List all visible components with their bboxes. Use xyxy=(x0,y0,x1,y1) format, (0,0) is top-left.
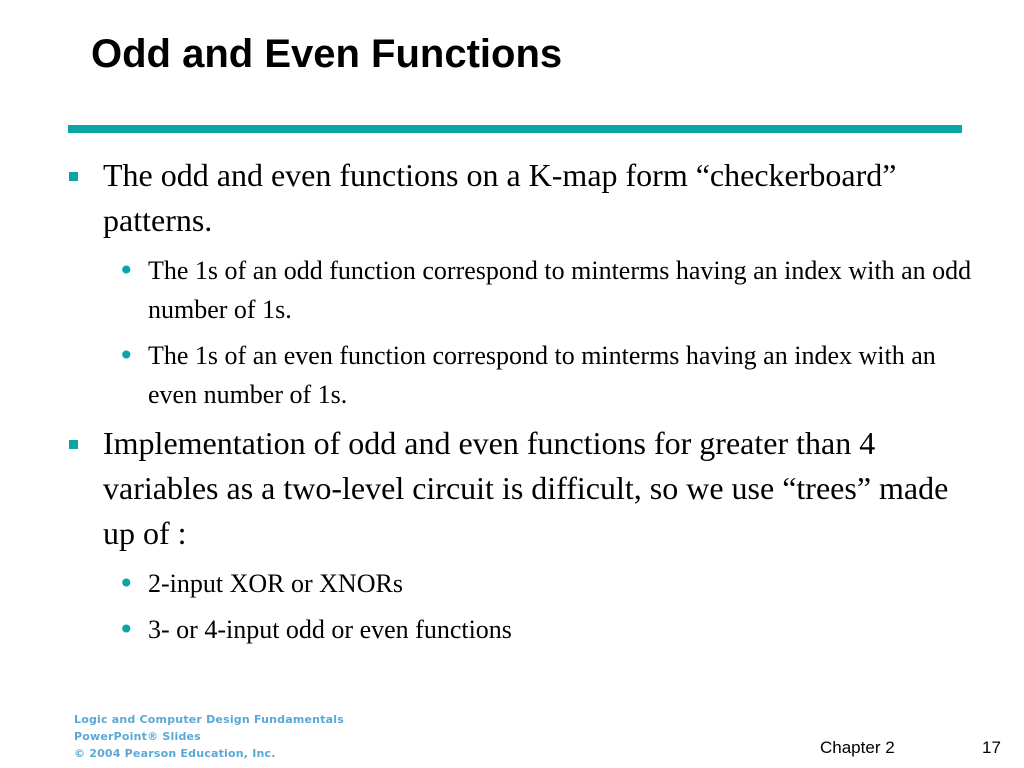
sub-bullet-text: 3- or 4-input odd or even functions xyxy=(148,615,512,644)
bullet-level2 xyxy=(118,610,988,649)
round-bullet-icon: • xyxy=(118,567,135,600)
logo-line: © 2004 Pearson Education, Inc. xyxy=(74,747,276,760)
bullet-level1 xyxy=(68,153,988,243)
publisher-logo xyxy=(74,711,344,762)
bullet-level2 xyxy=(118,251,988,329)
footer-chapter: Chapter 2 xyxy=(820,738,895,757)
sub-bullet-text: The 1s of an even function correspond to minterms having an index with an even number of 1s. xyxy=(148,341,936,409)
bullet-text: The odd and even functions on a K-map form “checkerboard” patterns. xyxy=(103,157,897,238)
round-bullet-icon: • xyxy=(118,254,135,287)
bullet-text: Implementation of odd and even functions for greater than 4 variables as a two-level circuit is difficult, so we use “trees” made up of : xyxy=(103,425,949,551)
title-underline xyxy=(68,125,962,133)
round-bullet-icon: • xyxy=(118,339,135,372)
slide-content xyxy=(68,153,988,656)
square-bullet-icon xyxy=(69,172,78,181)
slide-title: Odd and Even Functions xyxy=(91,32,563,76)
bullet-level2 xyxy=(118,564,988,603)
bullet-level2 xyxy=(118,336,988,414)
square-bullet-icon xyxy=(69,440,78,449)
logo-line: PowerPoint® Slides xyxy=(74,730,201,743)
round-bullet-icon: • xyxy=(118,613,135,646)
logo-line: Logic and Computer Design Fundamentals xyxy=(74,713,345,726)
sub-bullet-text: The 1s of an odd function correspond to minterms having an index with an odd number of 1s. xyxy=(148,256,972,324)
footer-page-number: 17 xyxy=(982,738,1001,757)
sub-bullet-text: 2-input XOR or XNORs xyxy=(148,569,403,598)
bullet-level1 xyxy=(68,421,988,556)
